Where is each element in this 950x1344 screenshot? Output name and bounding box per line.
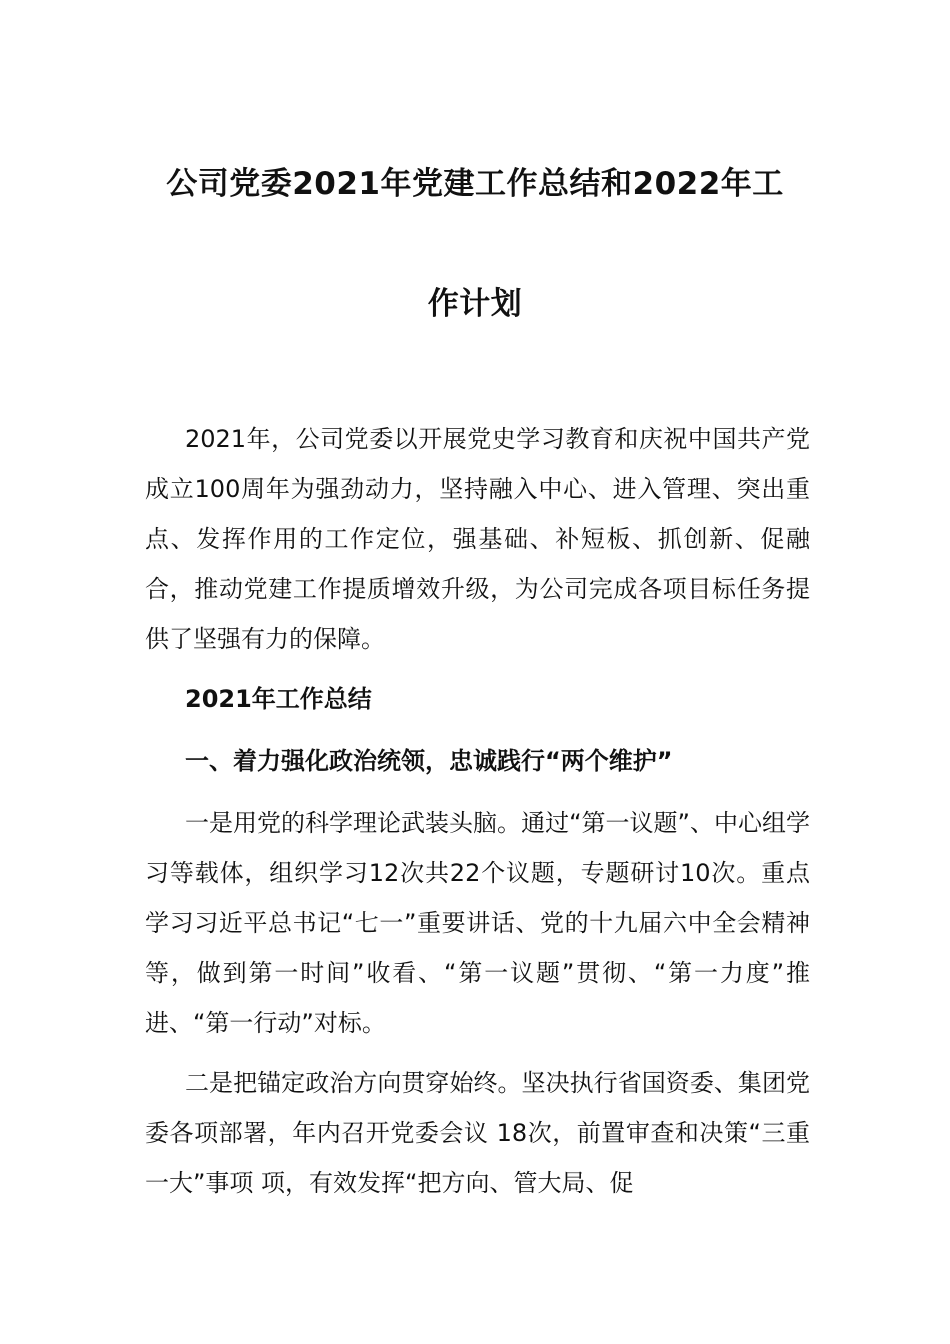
paragraph-1: 一是用党的科学理论武装头脑。通过“第一议题”、中心组学习等载体，组织学习12次共22个议题，专题研讨10次。重点学习习近平总书记“七一”重要讲话、党的十九届六中全会精神等，做到第一时间”收看、“第一议题”贯彻、“第一力度”推进、“第一行动”对标。 — [145, 809, 810, 1037]
paragraph-2: 二是把锚定政治方向贯穿始终。坚决执行省国资委、集团党委各项部署，年内召开党委会议 18次，前置审查和决策“三重一大”事项 项，有效发挥“把方向、管大局、促 — [145, 1069, 810, 1197]
intro-paragraph: 2021年，公司党委以开展党史学习教育和庆祝中国共产党成立100周年为强劲动力，坚持融入中心、进入管理、突出重点、发挥作用的工作定位，强基础、补短板、抓创新、促融合，推动党建工作提质增效升级，为公司完成各项目标任务提供了坚强有力的保障。 — [145, 425, 810, 653]
paragraph-2-block — [145, 1058, 810, 1208]
section-heading: 2021年工作总结 — [185, 685, 372, 713]
paragraph-1-block — [145, 798, 810, 1048]
document-title-line-2: 作计划 — [427, 286, 523, 322]
document-title-line-1: 公司党委2021年党建工作总结和2022年工 — [166, 166, 784, 202]
subsection-heading: 一、着力强化政治统领，忠诚践行“两个维护” — [185, 747, 673, 775]
intro-block — [145, 414, 810, 664]
